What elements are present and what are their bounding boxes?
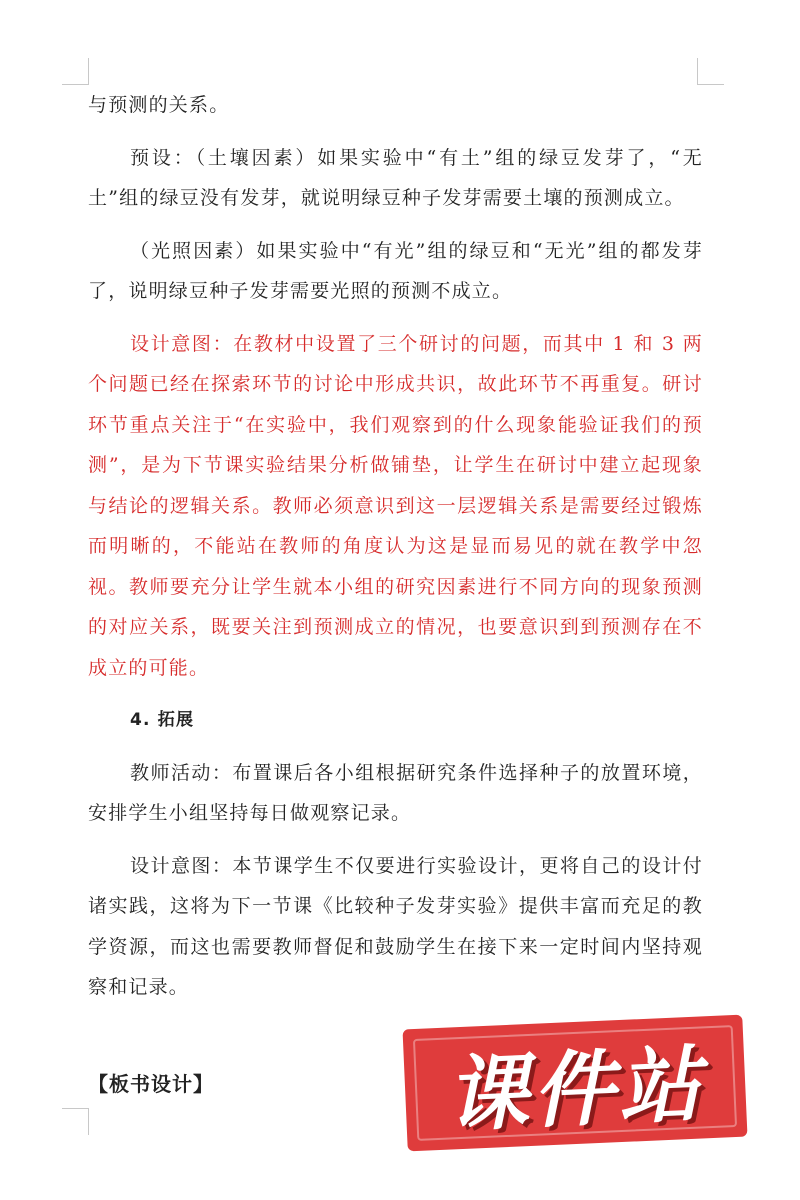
board-design-heading: 【板书设计】 <box>88 1072 214 1096</box>
paragraph-soil-hypothesis: 预设：（土壤因素）如果实验中“有土”组的绿豆发芽了，“无土”组的绿豆没有发芽，就说明绿豆种子发芽需要土壤的预测成立。 <box>88 146 703 209</box>
section-heading-extension: 4. 拓展 <box>130 710 195 730</box>
watermark-text: 课件站 <box>444 1036 707 1144</box>
paragraph-teacher-activity: 教师活动：布置课后各小组根据研究条件选择种子的放置环境，安排学生小组坚持每日做观察记录。 <box>88 761 703 824</box>
crop-mark-top-left <box>62 58 89 85</box>
watermark-stamp <box>403 1015 748 1152</box>
crop-mark-bottom-left <box>62 1108 89 1135</box>
crop-mark-top-right <box>697 58 724 85</box>
paragraph-continuation: 与预测的关系。 <box>88 94 230 116</box>
paragraph-design-intent-red: 设计意图：在教材中设置了三个研讨的问题，而其中 1 和 3 两个问题已经在探索环节的讨论中形成共识，故此环节不再重复。研讨环节重点关注于“在实验中，我们观察到的什么现象能验证我们的预测”，是为下节课实验结果分析做铺垫，让学生在研讨中建立起现象与结论的逻辑关系。教师必须意识到这一层逻辑关系是需要经过锻炼而明晰的，不能站在教师的角度认为这是显而易见的就在教学中忽视。教师要充分让学生就本小组的研究因素进行不同方向的现象预测的对应关系，既要关注到预测成立的情况，也要意识到到预测存在不成立的可能。 <box>88 332 703 679</box>
paragraph-design-intent: 设计意图：本节课学生不仅要进行实验设计，更将自己的设计付诸实践，这将为下一节课《比较种子发芽实验》提供丰富而充足的教学资源，而这也需要教师督促和鼓励学生在接下来一定时间内坚持观察和记录。 <box>88 854 703 998</box>
paragraph-light-hypothesis: （光照因素）如果实验中“有光”组的绿豆和“无光”组的都发芽了，说明绿豆种子发芽需要光照的预测不成立。 <box>88 239 703 302</box>
document-body <box>88 85 703 1020</box>
